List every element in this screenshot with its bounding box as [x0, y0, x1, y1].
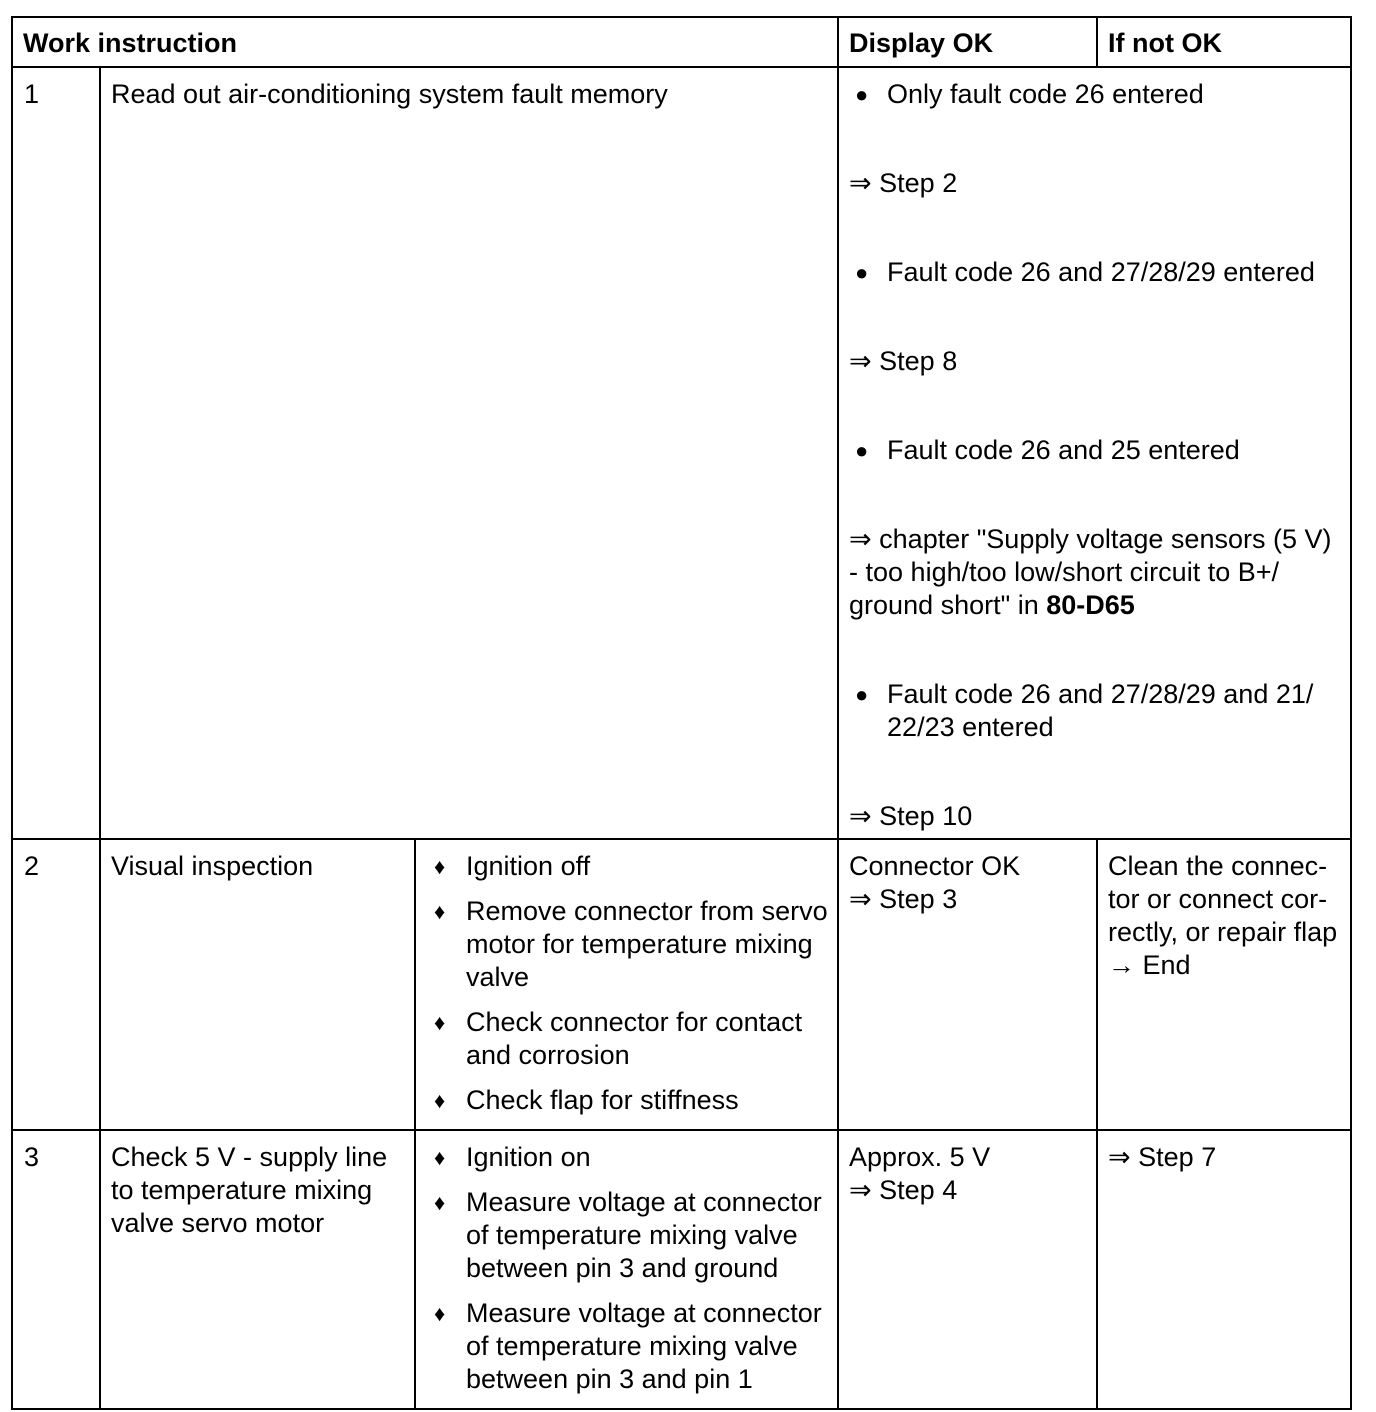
step-text: Measure voltage at connector of temperature mixing valve between pin 3 and pin 1 [466, 1298, 822, 1394]
list-item [426, 1141, 837, 1174]
fault-condition: Fault code 26 and 27/28/29 entered [887, 257, 1315, 287]
diamond-bullet-icon: ♦ [434, 854, 446, 879]
end-link: → End [1108, 950, 1191, 980]
list-item [426, 850, 837, 883]
step-text: Ignition off [466, 851, 591, 881]
step-link: ⇒ Step 10 [849, 801, 973, 831]
bullet-icon: ● [855, 82, 869, 107]
if-not-ok-cell [1097, 1130, 1351, 1409]
step-link: ⇒ Step 8 [849, 346, 958, 376]
diamond-bullet-icon: ♦ [434, 899, 446, 924]
steps-cell [415, 1130, 838, 1409]
fault-condition: Only fault code 26 entered [887, 79, 1204, 109]
header-if-not-ok: If not OK [1097, 17, 1351, 67]
step-link: ⇒ Step 3 [849, 884, 958, 914]
bullet-icon: ● [855, 682, 869, 707]
step-text: Check connector for contact and corrosion [466, 1007, 803, 1070]
list-item [849, 434, 1342, 467]
list-item [849, 678, 1342, 744]
instruction-text: Check 5 V - supply line to temperature mixing valve servo motor [100, 1130, 415, 1409]
list-item [849, 256, 1342, 289]
list-item [426, 1006, 837, 1072]
bullet-icon: ● [855, 260, 869, 285]
bullet-icon: ● [855, 438, 869, 463]
diamond-bullet-icon: ♦ [434, 1145, 446, 1170]
table-row [12, 67, 1351, 839]
ok-condition: Connector OK [849, 851, 1021, 881]
step-text: Ignition on [466, 1142, 591, 1172]
header-display-ok: Display OK [838, 17, 1097, 67]
display-ok-cell [838, 1130, 1097, 1409]
if-not-ok-cell [1097, 839, 1351, 1130]
list-item [426, 1297, 837, 1396]
corrective-action: Clean the connec-tor or connect cor-rectly, or repair flap [1108, 851, 1338, 947]
chapter-code: 80-D65 [1046, 590, 1135, 620]
fault-condition: Fault code 26 and 25 entered [887, 435, 1240, 465]
table-header-row [12, 17, 1351, 67]
chapter-reference [849, 523, 1342, 622]
list-item [426, 895, 837, 994]
step-text: Remove connector from servo motor for temperature mixing valve [466, 896, 828, 992]
list-item [426, 1084, 837, 1117]
work-instruction-table [11, 16, 1352, 1410]
step-link: ⇒ Step 2 [849, 168, 958, 198]
step-number: 1 [12, 67, 100, 839]
steps-cell [415, 839, 838, 1130]
step-number: 3 [12, 1130, 100, 1409]
table-row [12, 1130, 1351, 1409]
list-item [426, 1186, 837, 1285]
diamond-bullet-icon: ♦ [434, 1088, 446, 1113]
chapter-reference-text: ⇒ chapter "Supply voltage sensors (5 V) - too high/too low/short circuit to B+/ ground short" in [849, 524, 1332, 620]
display-ok-cell [838, 67, 1351, 839]
diamond-bullet-icon: ♦ [434, 1301, 446, 1326]
step-link: ⇒ Step 4 [849, 1175, 958, 1205]
display-ok-cell [838, 839, 1097, 1130]
step-number: 2 [12, 839, 100, 1130]
step-link: ⇒ Step 7 [1108, 1142, 1217, 1172]
step-text: Measure voltage at connector of temperature mixing valve between pin 3 and ground [466, 1187, 822, 1283]
diamond-bullet-icon: ♦ [434, 1190, 446, 1215]
diamond-bullet-icon: ♦ [434, 1010, 446, 1035]
step-list [426, 1141, 837, 1396]
instruction-text: Visual inspection [100, 839, 415, 1130]
instruction-text: Read out air-conditioning system fault memory [100, 67, 838, 839]
table-row [12, 839, 1351, 1130]
fault-condition: Fault code 26 and 27/28/29 and 21/ 22/23 entered [887, 679, 1314, 742]
step-list [426, 850, 837, 1117]
header-work-instruction: Work instruction [12, 17, 838, 67]
list-item [849, 78, 1342, 111]
ok-condition: Approx. 5 V [849, 1142, 991, 1172]
step-text: Check flap for stiffness [466, 1085, 739, 1115]
